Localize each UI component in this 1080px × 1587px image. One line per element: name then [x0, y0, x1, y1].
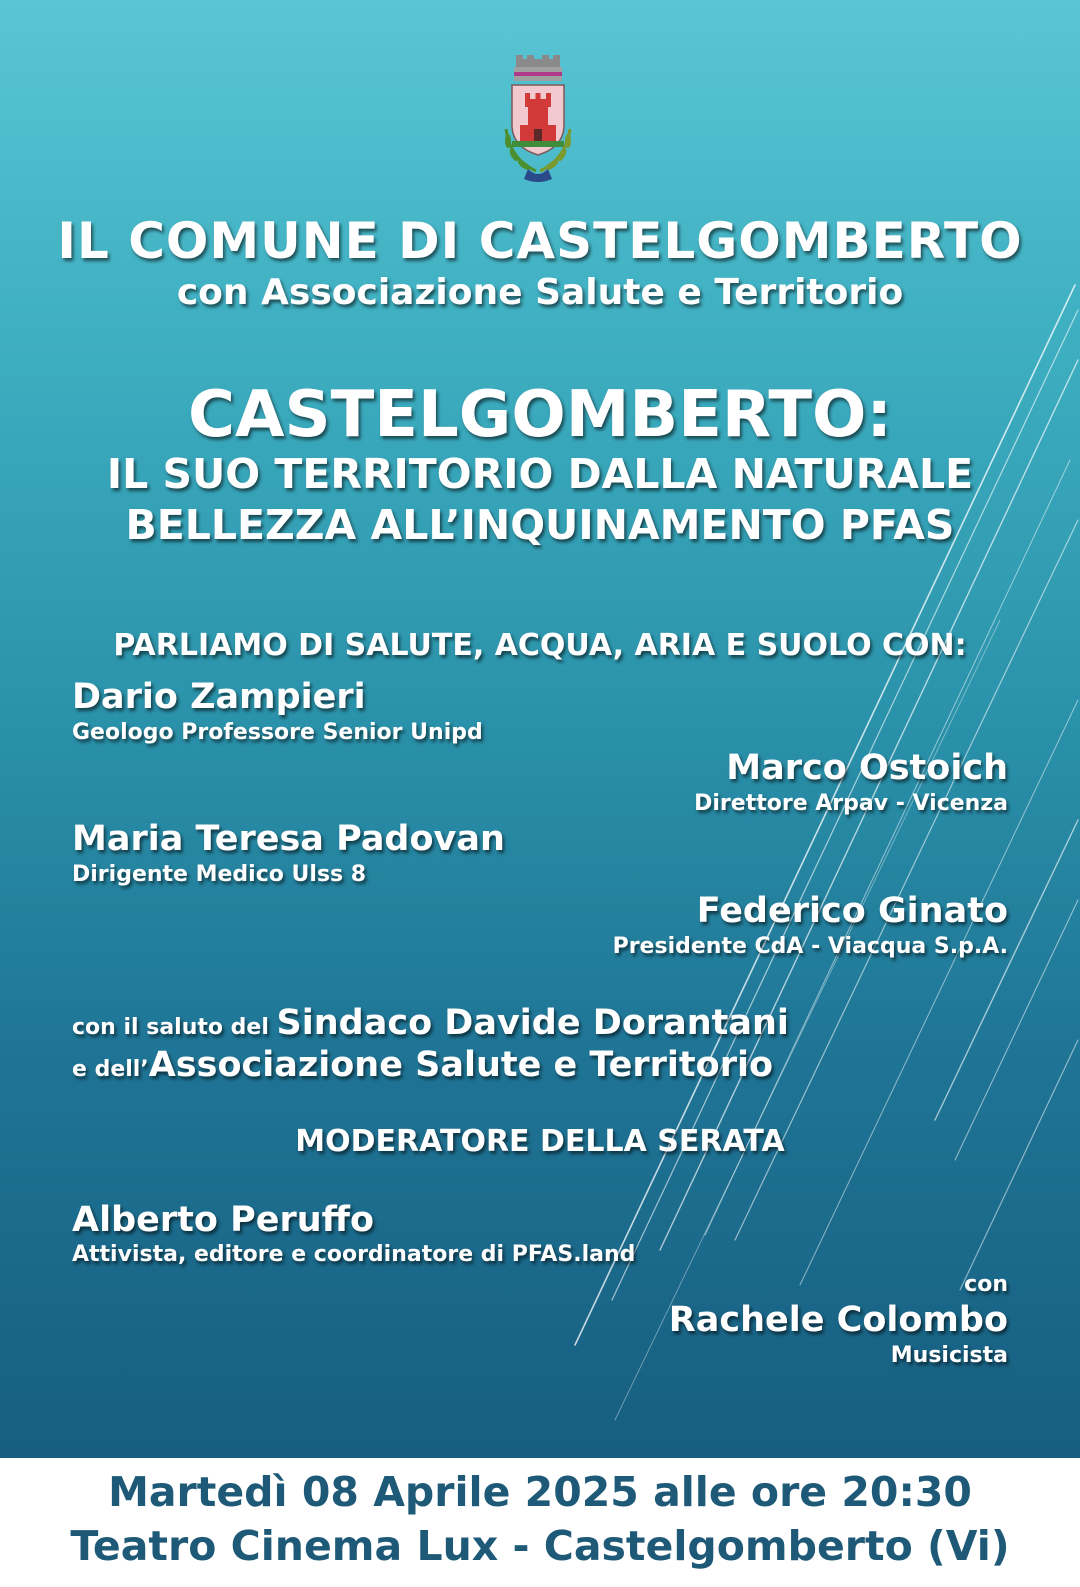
event-date-time: Martedì 08 Aprile 2025 alle ore 20:30: [108, 1468, 972, 1516]
event-venue: Teatro Cinema Lux - Castelgomberto (Vi): [70, 1522, 1010, 1570]
musician-name: Rachele Colombo: [668, 1300, 1008, 1340]
greeting-prefix: e dell’: [72, 1057, 149, 1082]
speaker-role: Geologo Professore Senior Unipd: [72, 720, 483, 745]
greeting-prefix: con il saluto del: [72, 1015, 277, 1040]
speaker-name: Maria Teresa Padovan: [72, 819, 505, 859]
event-title: CASTELGOMBERTO:: [188, 378, 892, 452]
moderator-heading: MODERATORE DELLA SERATA: [295, 1124, 785, 1159]
greeting-association-name: Associazione Salute e Territorio: [148, 1045, 773, 1085]
event-footer: [0, 1458, 1080, 1587]
event-subtitle-line1: IL SUO TERRITORIO DALLA NATURALE: [106, 450, 974, 498]
speaker-name: Dario Zampieri: [72, 677, 366, 717]
speaker-role: Presidente CdA - Viacqua S.p.A.: [612, 934, 1008, 959]
greeting-mayor-name: Sindaco Davide Dorantani: [276, 1003, 789, 1043]
speakers-intro: PARLIAMO DI SALUTE, ACQUA, ARIA E SUOLO CON:: [113, 628, 967, 663]
greeting-mayor: [72, 1003, 789, 1043]
greeting-association: [72, 1045, 773, 1085]
musician-role: Musicista: [890, 1343, 1008, 1368]
moderator-name: Alberto Peruffo: [72, 1200, 375, 1240]
moderator-role: Attivista, editore e coordinatore di PFAS.land: [72, 1242, 636, 1267]
co-organizer-subtitle: con Associazione Salute e Territorio: [176, 272, 904, 313]
musician-with-label: con: [964, 1272, 1008, 1297]
speaker-role: Dirigente Medico Ulss 8: [72, 862, 367, 887]
speaker-name: Marco Ostoich: [726, 748, 1008, 788]
castelgomberto-coat-of-arms-icon: [492, 55, 584, 185]
speaker-role: Direttore Arpav - Vicenza: [694, 791, 1008, 816]
event-subtitle-line2: BELLEZZA ALL’INQUINAMENTO PFAS: [125, 501, 955, 549]
speaker-name: Federico Ginato: [696, 891, 1008, 931]
organizer-title: IL COMUNE DI CASTELGOMBERTO: [57, 212, 1023, 270]
